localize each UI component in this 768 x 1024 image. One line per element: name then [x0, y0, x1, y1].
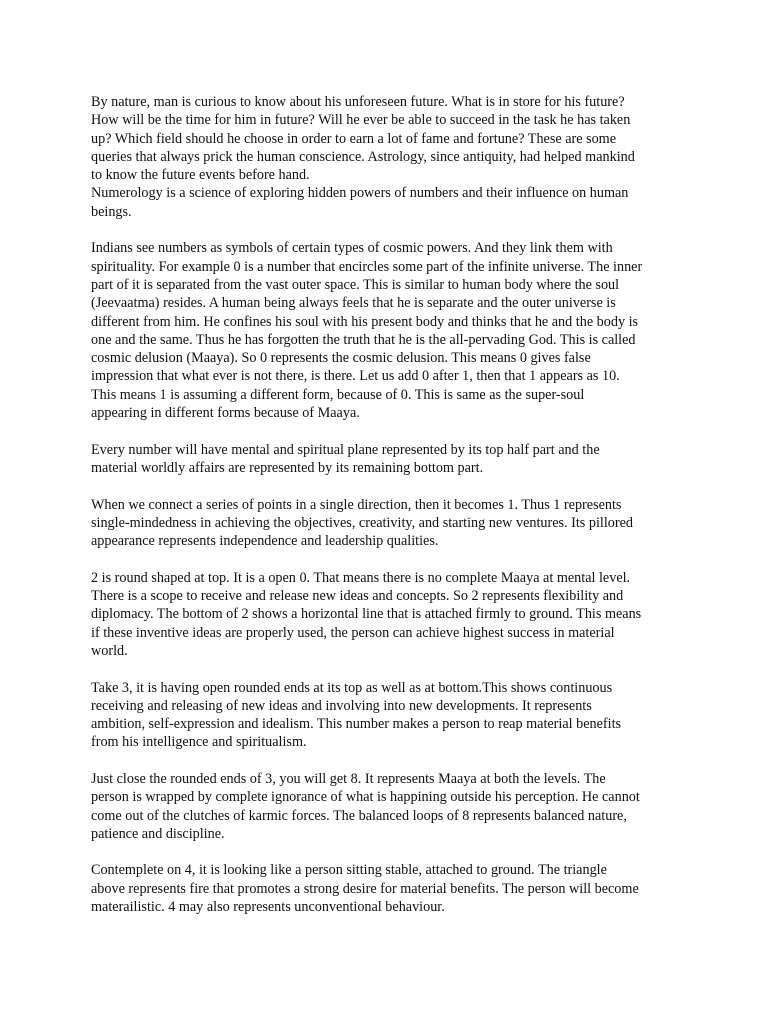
paragraph-two: 2 is round shaped at top. It is a open 0. That means there is no complete Maaya at mental level. There is a scope to receive and release new ideas and concepts. So 2 represents flexibility and diplomacy. The bottom of 2 shows a horizontal line that is attached firmly to ground. This means if these inventive ideas are properly used, the person can achieve highest success in material world.	[91, 569, 642, 659]
paragraph-number-planes: Every number will have mental and spiritual plane represented by its top half part and the material worldly affairs are represented by its remaining bottom part.	[91, 441, 600, 476]
paragraph-zero: Indians see numbers as symbols of certain types of cosmic powers. And they link them with spirituality. For example 0 is a number that encircles some part of the infinite universe. The inner part of it is separated from the vast outer space. This is similar to human body where the soul (Jeevaatma) resides. A human being always feels that he is separate and the outer universe is different from him. He confines his soul with his present body and thinks that he and the body is one and the same. Thus he has forgotten the truth that he is the all-pervading God. This is called cosmic delusion (Maaya). So 0 represents the cosmic delusion. This means 0 gives false impression that what ever is not there, is there. Let us add 0 after 1, then that 1 appears as 10. This means 1 is assuming a different form, because of 0. This is same as the super-soul appearing in different forms because of Maaya.	[91, 240, 643, 422]
paragraph-intro: By nature, man is curious to know about his unforeseen future. What is in store for his future? How will be the time for him in future? Will he ever be able to succeed in the task he has taken up? Which field should he choose in order to earn a lot of fame and fortune? These are some queries that always prick the human conscience. Astrology, since antiquity, had helped mankind to know the future events before hand.	[91, 94, 635, 184]
paragraph-one: When we connect a series of points in a single direction, then it becomes 1. Thus 1 represents single-mindedness in achieving the objectives, creativity, and starting new ventures. Its pillored appearance represents independence and leadership qualities.	[91, 496, 633, 550]
paragraph-eight: Just close the rounded ends of 3, you will get 8. It represents Maaya at both the levels. The person is wrapped by complete ignorance of what is happining outside his perception. He cannot come out of the clutches of karmic forces. The balanced loops of 8 represents balanced nature, patience and discipline.	[91, 770, 640, 842]
paragraph-four: Contemplete on 4, it is looking like a person sitting stable, attached to ground. The triangle above represents fire that promotes a strong desire for material benefits. The person will become materailistic. 4 may also represents unconventional behaviour.	[91, 862, 639, 916]
paragraph-numerology-definition: Numerology is a science of exploring hidden powers of numbers and their influence on human beings.	[91, 185, 629, 220]
document-page	[91, 93, 691, 916]
paragraph-three: Take 3, it is having open rounded ends at its top as well as at bottom.This shows continuous receiving and releasing of new ideas and involving into new developments. It represents ambition, self-expression and idealism. This number makes a person to reap material benefits from his intelligence and spiritualism.	[91, 679, 622, 751]
